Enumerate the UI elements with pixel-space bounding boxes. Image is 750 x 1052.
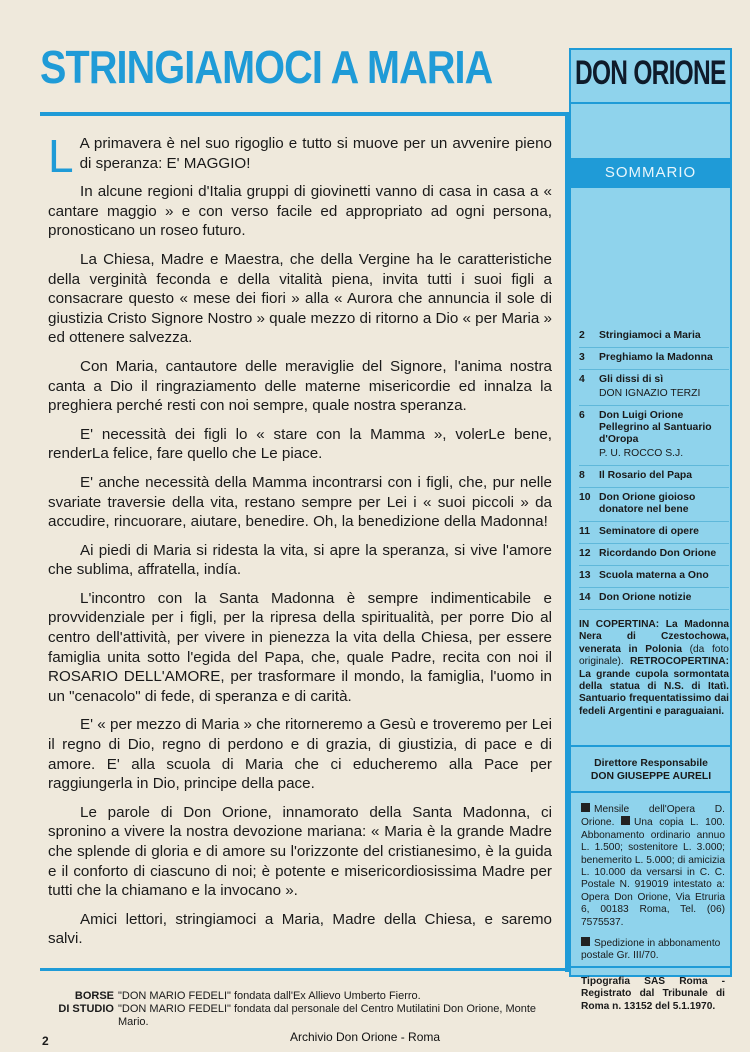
page-number: 2 <box>42 1034 49 1048</box>
toc-item[interactable]: 2 Stringiamoci a Maria <box>579 326 729 348</box>
postal-info: Spedizione in abbonamento postale Gr. III/70. <box>581 938 721 962</box>
toc-item[interactable]: 3 Preghiamo la Madonna <box>579 348 729 370</box>
editor-credit: Direttore Responsabile DON GIUSEPPE AURELI <box>590 758 712 782</box>
subscription-info: Mensile dell'Opera D. Orione. Una copia L. 100. Abbonamento ordinario annuo L. 1.500; sostenitore L. 3.000; benemerito L. 5.000; di amicizia L. 10.000 da versarsi in C. C. Postale N. 919019 intestato a: Opera Don Orione, Via Etruria 6, 00183 Roma, Tel. (06) 7575537. <box>581 804 725 928</box>
article-paragraph: E' anche necessità della Mamma incontrarsi con i figli, che, pur nelle svariate traversie della vita, restano sempre per Lei i « suoi piccoli » da accudire, rincuorare, aiutare, benedire. Oh, la benedizione della Madonna! <box>48 473 552 531</box>
article-paragraph: Con Maria, cantautore delle meraviglie del Signore, l'anima nostra canta a Dio il ringraziamento delle materne misericordie ed innalza la preghiera perché resti con noi sempre, quale nostra speranza. <box>48 357 552 415</box>
drop-cap: L <box>48 130 74 182</box>
bottom-rule <box>40 968 568 971</box>
sommario-header: SOMMARIO <box>571 158 730 188</box>
article-paragraph: E' necessità dei figli lo « stare con la Mamma », volerLe bene, renderLa felice, fare quello che Le piace. <box>48 425 552 463</box>
article-paragraph: Le parole di Don Orione, innamorato della Santa Madonna, ci spronino a vivere la nostra devozione mariana: « Maria è la grande Madre che splende di gloria e di amore su l'orizzonte del cristianesimo, è la guida e il conforto di ciascuno di noi; è potente e misericordiosissima Madre per tutti che la chiamano e la invocano ». <box>48 803 552 900</box>
article-paragraph: Amici lettori, stringiamoci a Maria, Madre della Chiesa, e saremo salvi. <box>48 910 552 948</box>
page-title: STRINGIAMOCI A MARIA <box>40 41 493 93</box>
article-paragraph: Ai piedi di Maria si ridesta la vita, si apre la speranza, si vive l'amore che sublima, affratella, indía. <box>48 541 552 579</box>
masthead-title: DON ORIONE <box>575 54 726 92</box>
article-paragraph: L'incontro con la Santa Madonna è sempre indimenticabile e provvidenziale per i figli, per la ripresa della spiritualità, per porre Dio al centro dell'attività, per vivere in pienezza la vita della Chiesa, per essere famiglia unita sotto l'egida del Papa, che, quale Padre, recita con noi il ROSARIO DELL'AMORE, per trasformare il mondo, la famiglia, l'uomo in un "cenacolo" di fede, di speranza e di carità. <box>48 589 552 705</box>
divider <box>571 745 730 747</box>
sidebar <box>569 48 732 1012</box>
square-bullet-icon <box>581 937 590 946</box>
printer-info: Tipografia SAS Roma - Registrato dal Tribunale di Roma n. 13152 del 5.1.1970. <box>581 976 725 1012</box>
toc-item[interactable]: 8 Il Rosario del Papa <box>579 466 729 488</box>
borse-label: BORSE DI STUDIO <box>58 990 114 1015</box>
article-paragraph: E' « per mezzo di Maria » che ritorneremo a Gesù e troveremo per Lei il regno di Dio, regno di perdono e di grazia, di giustizia, di pace e di amore. E' alla scuola di Maria che ci educheremo alla Pace per raggiungerla in Dio, principe della pace. <box>48 716 552 793</box>
toc-item[interactable]: 4 Gli dissi di sì DON IGNAZIO TERZI <box>579 370 729 406</box>
toc-item[interactable]: 6 Don Luigi Orione Pellegrino al Santuario d'Oropa P. U. ROCCO S.J. <box>579 406 729 466</box>
top-rule <box>40 112 570 116</box>
article-paragraph: L A primavera è nel suo rigoglio e tutto si muove per un avvenire pieno di speranza: E' MAGGIO! <box>48 130 552 182</box>
square-bullet-icon <box>621 816 630 825</box>
toc-item[interactable]: 13 Scuola materna a Ono <box>579 566 729 588</box>
square-bullet-icon <box>581 803 590 812</box>
divider <box>571 791 730 793</box>
toc-item[interactable]: 14 Don Orione notizie <box>579 588 729 610</box>
divider <box>571 966 730 968</box>
article-paragraph: In alcune regioni d'Italia gruppi di giovinetti vanno di casa in casa a « cantare maggio » e con verso facile ed appropriato ad ogni persona, pronosticano un roseo futuro. <box>48 183 552 240</box>
archive-watermark: Archivio Don Orione - Roma <box>290 1030 441 1044</box>
borse-text: "DON MARIO FEDELI" fondata dall'Ex Allievo Umberto Fierro. "DON MARIO FEDELI" fondata dal personale del Centro Mutilatini Don Orione, Monte Mario. <box>118 990 537 1028</box>
toc-item[interactable]: 11 Seminatore di opere <box>579 522 729 544</box>
toc-item[interactable]: 12 Ricordando Don Orione <box>579 544 729 566</box>
table-of-contents <box>579 326 729 610</box>
cover-caption: IN COPERTINA: La Madonna Nera di Czestochowa, venerata in Polonia (da foto originale). RETROCOPERTINA: La grande cupola sormontata della statua di N.S. di Itatì. Santuario frequentatissimo dai fedeli Argentini e paraguaiani. <box>579 619 729 717</box>
toc-item[interactable]: 10 Don Orione gioioso donatore nel bene <box>579 488 729 522</box>
article-paragraph: La Chiesa, Madre e Maestra, che della Vergine ha le caratteristiche della verginità feconda e della vitalità piena, invita tutti i suoi figli a consacrare questo « mese dei fiori » alla « Aurora che annuncia il sole di giustizia Cristo Signore Nostro » quale mezzo di ritorno a Dio « per Maria » ed ottenere salvezza. <box>48 250 552 347</box>
article-body <box>48 130 552 958</box>
masthead <box>571 50 730 104</box>
